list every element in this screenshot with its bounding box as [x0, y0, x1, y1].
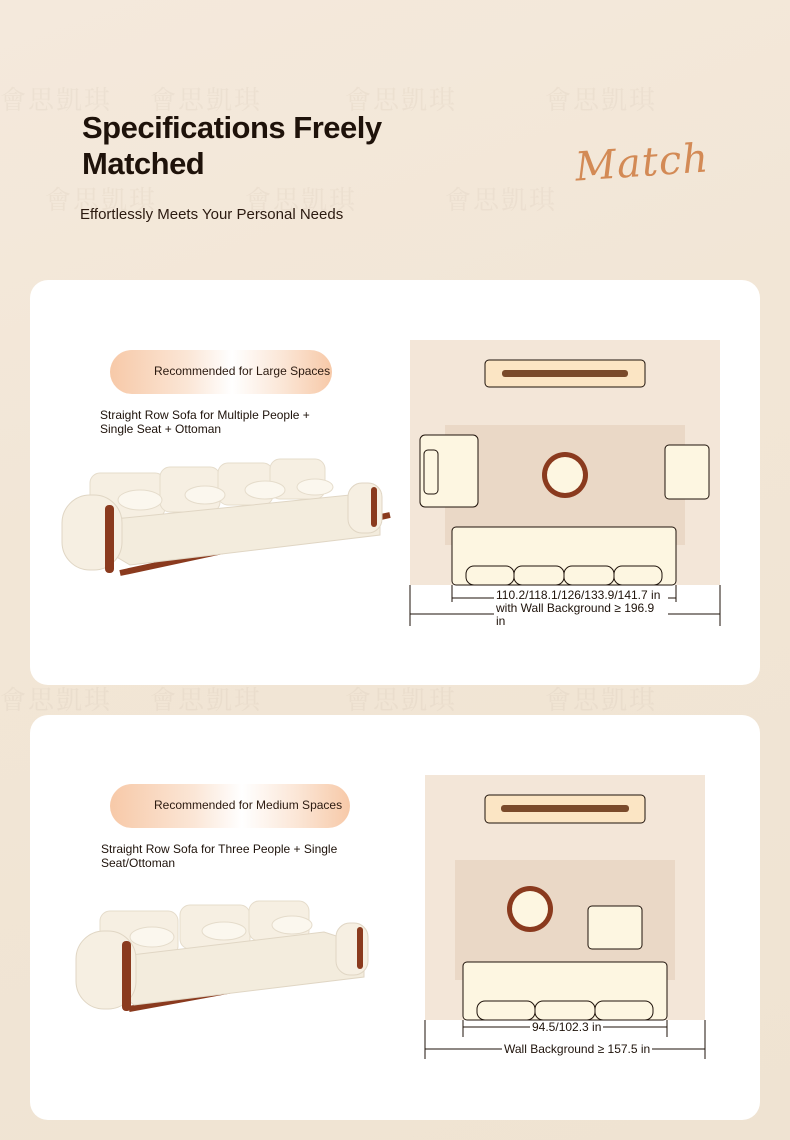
four-seat-sofa-image	[60, 455, 390, 585]
watermark: 會思凱琪	[245, 186, 358, 216]
badge-label: Recommended for Large Spaces	[154, 364, 331, 378]
large-space-card	[30, 280, 760, 685]
watermark: 會思凱琪	[0, 86, 113, 116]
sofa-dimension-label: 110.2/118.1/126/133.9/141.7 in with Wall Background ≥ 196.9 in	[494, 589, 668, 628]
script-word: Match	[573, 135, 711, 191]
watermark: 會思凱琪	[150, 86, 263, 116]
watermark: 會思凱琪	[545, 686, 658, 716]
medium-space-card	[30, 715, 760, 1120]
three-seat-sofa-image	[74, 897, 374, 1022]
watermark: 會思凱琪	[345, 686, 458, 716]
watermark: 會思凱琪	[445, 186, 558, 216]
page-subtitle: Effortlessly Meets Your Personal Needs	[80, 206, 344, 223]
wall-dimension-label: Wall Background ≥ 157.5 in	[504, 1042, 651, 1056]
large-room-floor-plan	[410, 340, 722, 630]
sofa-dimension-label: 94.5/102.3 in	[532, 1020, 602, 1034]
watermark: 會思凱琪	[150, 686, 263, 716]
recommendation-badge	[110, 784, 350, 828]
sofa-description: Straight Row Sofa for Three People + Single Seat/Ottoman	[101, 842, 338, 870]
watermark: 會思凱琪	[545, 86, 658, 116]
watermark: 會思凱琪	[0, 686, 113, 716]
recommendation-badge	[110, 350, 332, 394]
badge-label: Recommended for Medium Spaces	[154, 798, 343, 812]
watermark: 會思凱琪	[345, 86, 458, 116]
page-title: Specifications Freely Matched	[82, 110, 382, 181]
sofa-description: Straight Row Sofa for Multiple People + Single Seat + Ottoman	[100, 408, 310, 436]
watermark: 會思凱琪	[45, 186, 158, 216]
